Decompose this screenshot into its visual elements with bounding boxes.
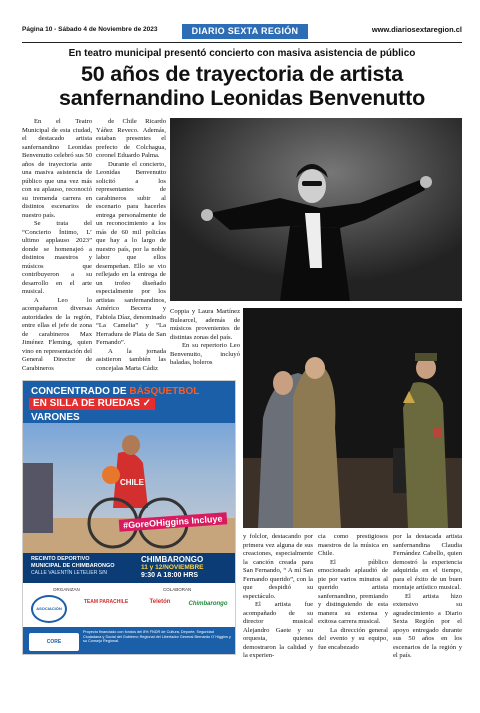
event-city: CHIMBARONGO bbox=[141, 555, 204, 564]
ad-title-highlight: BÁSQUETBOL bbox=[129, 386, 200, 397]
event-dates: 11 y 12/NOVIEMBRE bbox=[141, 564, 204, 571]
singer-photo bbox=[170, 118, 462, 301]
paragraph: El artista hizo extensivo su agradecimiento a Diario Sexta Región por el apoyo entregado durante sus 50 años en los escenarios de la región y el país. bbox=[393, 592, 462, 659]
newspaper-name: DIARIO SEXTA REGIÓN bbox=[182, 24, 308, 39]
ad-funding-note: Proyecto financiado con fondos del 8% FNDR de Cultura, Deporte, Seguridad Ciudadana y Social del Gobierno Regional del Libertador General Bernardo O´Higgins y su Consejo Regional. bbox=[83, 630, 231, 644]
ad-title-text: CONCENTRADO DE bbox=[31, 386, 130, 397]
teleton-logo: Teletón bbox=[149, 599, 171, 605]
collaborators-label: COLABORAN bbox=[163, 587, 192, 592]
core-logo: CORE bbox=[29, 633, 79, 651]
paragraph: por la destacada artista sanfernandina Claudia Fernández Cabello, quien demostró la experiencia adquirida en el tiempo, para el éxito de un buen montaje artístico musical. bbox=[393, 533, 462, 591]
paragraph: El público emocionado aplaudió de pie por varios minutos al querido artista sanfernandino, premiando y distinguiendo de esta manera su extensa y exitosa carrera musical. bbox=[318, 558, 388, 625]
team-parachile-logo: TEAM PARACHILE bbox=[83, 599, 129, 605]
article-column-1 bbox=[22, 118, 92, 380]
paragraph: En el Teatro Municipal de esta ciudad, el destacado artista sanfernandino Leonidas Benvenutto celebró sus 50 años de trayectoria ante una masiva asistencia de público que una vez más con su aplauso, reconoció su tremenda carrera en distintos escenarios de nuestro país. bbox=[22, 118, 92, 219]
page-date: Página 10 - Sábado 4 de Noviembre de 2023 bbox=[22, 26, 158, 33]
masthead bbox=[22, 24, 462, 40]
ad-photo bbox=[23, 423, 236, 553]
singer-figure bbox=[170, 118, 462, 301]
paragraph: La dirección general del evento y su equipo, fue encabezado bbox=[318, 626, 388, 651]
paragraph: cia como prestigiosos maestros de la música en Chile. bbox=[318, 533, 388, 557]
article-column-4 bbox=[243, 533, 313, 663]
chimbarongo-logo: Chimbarongo bbox=[188, 601, 228, 607]
venue-address: CALLE VALENTÍN LETELIER S/N bbox=[31, 570, 108, 576]
paragraph: Se trata del “Concierto Íntimo, L’ ultimo applauso 2023” donde se homenajeó a distintos maestros y músicos que contribuyeron a su desarrollo en el arte musical. bbox=[22, 220, 92, 295]
article-column-5 bbox=[318, 533, 388, 663]
article-column-6 bbox=[393, 533, 462, 663]
paragraph: A Leo lo acompañaron diversas autoridades de la región, entre ellas el jefe de zona de carabineros Max Jiménez Fleming, quien vino en representación del General Director de Carabineros bbox=[22, 296, 92, 372]
article-column-3 bbox=[170, 308, 240, 380]
wheelchair-player bbox=[23, 423, 236, 553]
organizers-label: ORGANIZAN bbox=[53, 587, 80, 592]
event-hours: 9:30 A 18:00 HRS bbox=[141, 572, 199, 579]
ad-title bbox=[31, 386, 199, 397]
paragraph: y folclor, destacando por primera vez alguna de sus creaciones, especialmente la canción creada para San Fernando, “ A mí San Fernando querido”, con la que despidió su espectáculo. bbox=[243, 533, 313, 600]
basketball-ad[interactable] bbox=[22, 380, 236, 655]
paragraph: Coppia y Laura Martínez Bulearcel, además de músicos provenientes de distintas zonas del país. bbox=[170, 308, 240, 341]
ad-hashtag: #GoreOHiggins Incluye bbox=[119, 512, 227, 531]
paragraph: En su repertorio Leo Benvenutto, incluyó baladas, boleros bbox=[170, 342, 240, 366]
header-rule bbox=[22, 42, 462, 43]
ad-category: VARONES bbox=[31, 412, 80, 423]
article-column-2 bbox=[96, 118, 166, 380]
jersey-text: CHILE bbox=[120, 478, 144, 487]
association-logo: ASOCIACIÓN bbox=[31, 595, 67, 623]
venue-name: RECINTO DEPORTIVO bbox=[31, 556, 90, 562]
ad-subtitle: EN SILLA DE RUEDAS ✓ bbox=[29, 398, 155, 410]
award-scene bbox=[243, 308, 462, 528]
award-photo bbox=[243, 308, 462, 528]
paragraph: de Chile Ricardo Yáñez Reveco. Además, estaban presentes el prefecto de Colchagua, coronel Eduardo Palma. bbox=[96, 118, 166, 159]
kicker: En teatro municipal presentó concierto con masiva asistencia de público bbox=[68, 48, 416, 59]
website-link[interactable]: www.diariosextaregion.cl bbox=[371, 25, 462, 34]
headline: 50 años de trayectoria de artista sanfernandino Leonidas Benvenutto bbox=[58, 62, 426, 110]
paragraph: El artista fue acompañado de su director musical Alejandro Gaete y su orquesta, quienes demostraron la calidad y la experien- bbox=[243, 601, 313, 659]
venue-name-2: MUNICIPAL DE CHIMBARONGO bbox=[31, 563, 115, 569]
paragraph: Durante el concierto, Leonidas Benvenutto solicitó a los representantes de carabineros subir al escenario para hacerles entrega personalmente de un reconocimiento a los más de 60 mil policías que hay a lo largo de nuestro país, por la noble labor que ellos desempeñan. Ello se vio reflejado en la entrega de un trofeo diseñado especialmente por los artistas sanfernandinos, Américo Becerra y Fabiola Díaz, denominado “La Camelia” y “La Herradura de Plata de San Fernando”. bbox=[96, 160, 166, 346]
paragraph: A la jornada asistieron también las concejalas Marta Cádiz bbox=[96, 347, 166, 372]
